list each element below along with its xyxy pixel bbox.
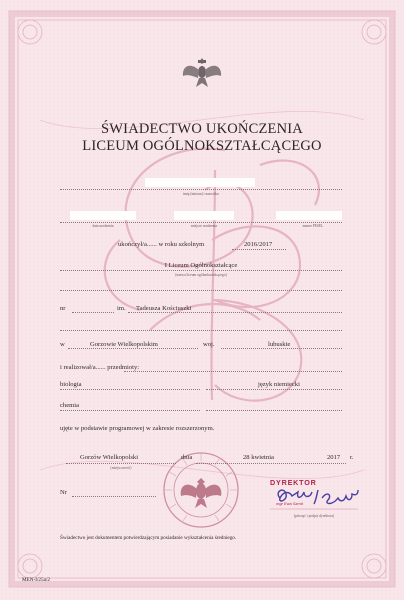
name-caption: imię (imiona) i nazwisko (182, 192, 220, 196)
issue-year-value: 2017 (327, 454, 341, 461)
redacted-birth-place (174, 211, 234, 220)
place-line (66, 463, 176, 464)
issue-place-value: Gorzów Wielkopolski (80, 454, 139, 461)
school-number-label: nr (60, 305, 66, 312)
subject-line-1 (60, 389, 200, 390)
patron-line-2 (60, 330, 342, 331)
year-abbrev: r. (350, 454, 354, 461)
voivodeship-line (221, 348, 342, 349)
city-label: w (60, 341, 65, 348)
patron-line (128, 312, 342, 313)
birth-data-line (60, 222, 342, 223)
certificate-title-line-1: ŚWIADECTWO UKOŃCZENIA (101, 121, 303, 137)
name-line (60, 189, 342, 190)
city-line (68, 348, 198, 349)
school-year-line (232, 249, 286, 250)
subject-2: język niemiecki (258, 381, 300, 388)
birth-place-caption: miejsce urodzenia (190, 224, 218, 228)
voivodeship-value: lubuskie (268, 341, 291, 348)
subject-3: chemia (60, 402, 80, 409)
date-label: dnia (181, 454, 193, 461)
director-stamp-name: mgr Ewa Szmit (276, 501, 303, 506)
voivodeship-label: woj. (203, 341, 215, 348)
school-name-line-2 (60, 290, 342, 291)
subjects-line-1 (124, 371, 342, 372)
pesel-caption: numer PESEL (302, 224, 324, 228)
issue-date-value: 28 kwietnia (243, 454, 274, 461)
school-year-value: 2016/2017 (244, 241, 273, 248)
redacted-birth-date (70, 211, 136, 220)
redacted-pesel (276, 211, 342, 220)
date-line (196, 463, 346, 464)
subject-line-3 (60, 410, 200, 411)
school-name-value: I Liceum Ogólnokształcące (164, 262, 238, 269)
subject-line-2 (206, 389, 342, 390)
subject-line-4 (206, 410, 342, 411)
completed-label: ukończył/a...... w roku szkolnym (118, 241, 205, 248)
program-basis-text: ujęte w podstawie programowej w zakresie rozszerzonym. (60, 425, 215, 432)
school-name-caption: (nazwa liceum ogólnokształcącego) (175, 273, 227, 277)
director-stamp-title: DYREKTOR (270, 478, 317, 487)
footer-note: Świadectwo jest dokumentem potwierdzającym posiadanie wykształcenia średniego. (60, 535, 237, 541)
patron-value: Tadeusza Kościuszki (136, 305, 192, 312)
form-code: MEN-I/25a/2 (22, 577, 50, 583)
subject-1: biologia (60, 381, 82, 388)
school-name-line (60, 270, 342, 271)
subjects-label: i realizował/a...... przedmioty: (60, 364, 140, 371)
certificate-number-line (72, 496, 156, 497)
issue-place-caption: (miejscowość) (110, 466, 132, 470)
director-signature-caption: (pieczęć i podpis dyrektora) (293, 514, 335, 518)
patron-label: im. (117, 305, 126, 312)
birth-date-caption: data urodzenia (92, 224, 114, 228)
city-value: Gorzowie Wielkopolskim (90, 341, 158, 348)
certificate-number-label: Nr (60, 489, 67, 496)
redacted-name (145, 178, 255, 187)
certificate-title-line-2: LICEUM OGÓLNOKSZTAŁCĄCEGO (82, 138, 322, 154)
school-number-line (72, 312, 114, 313)
